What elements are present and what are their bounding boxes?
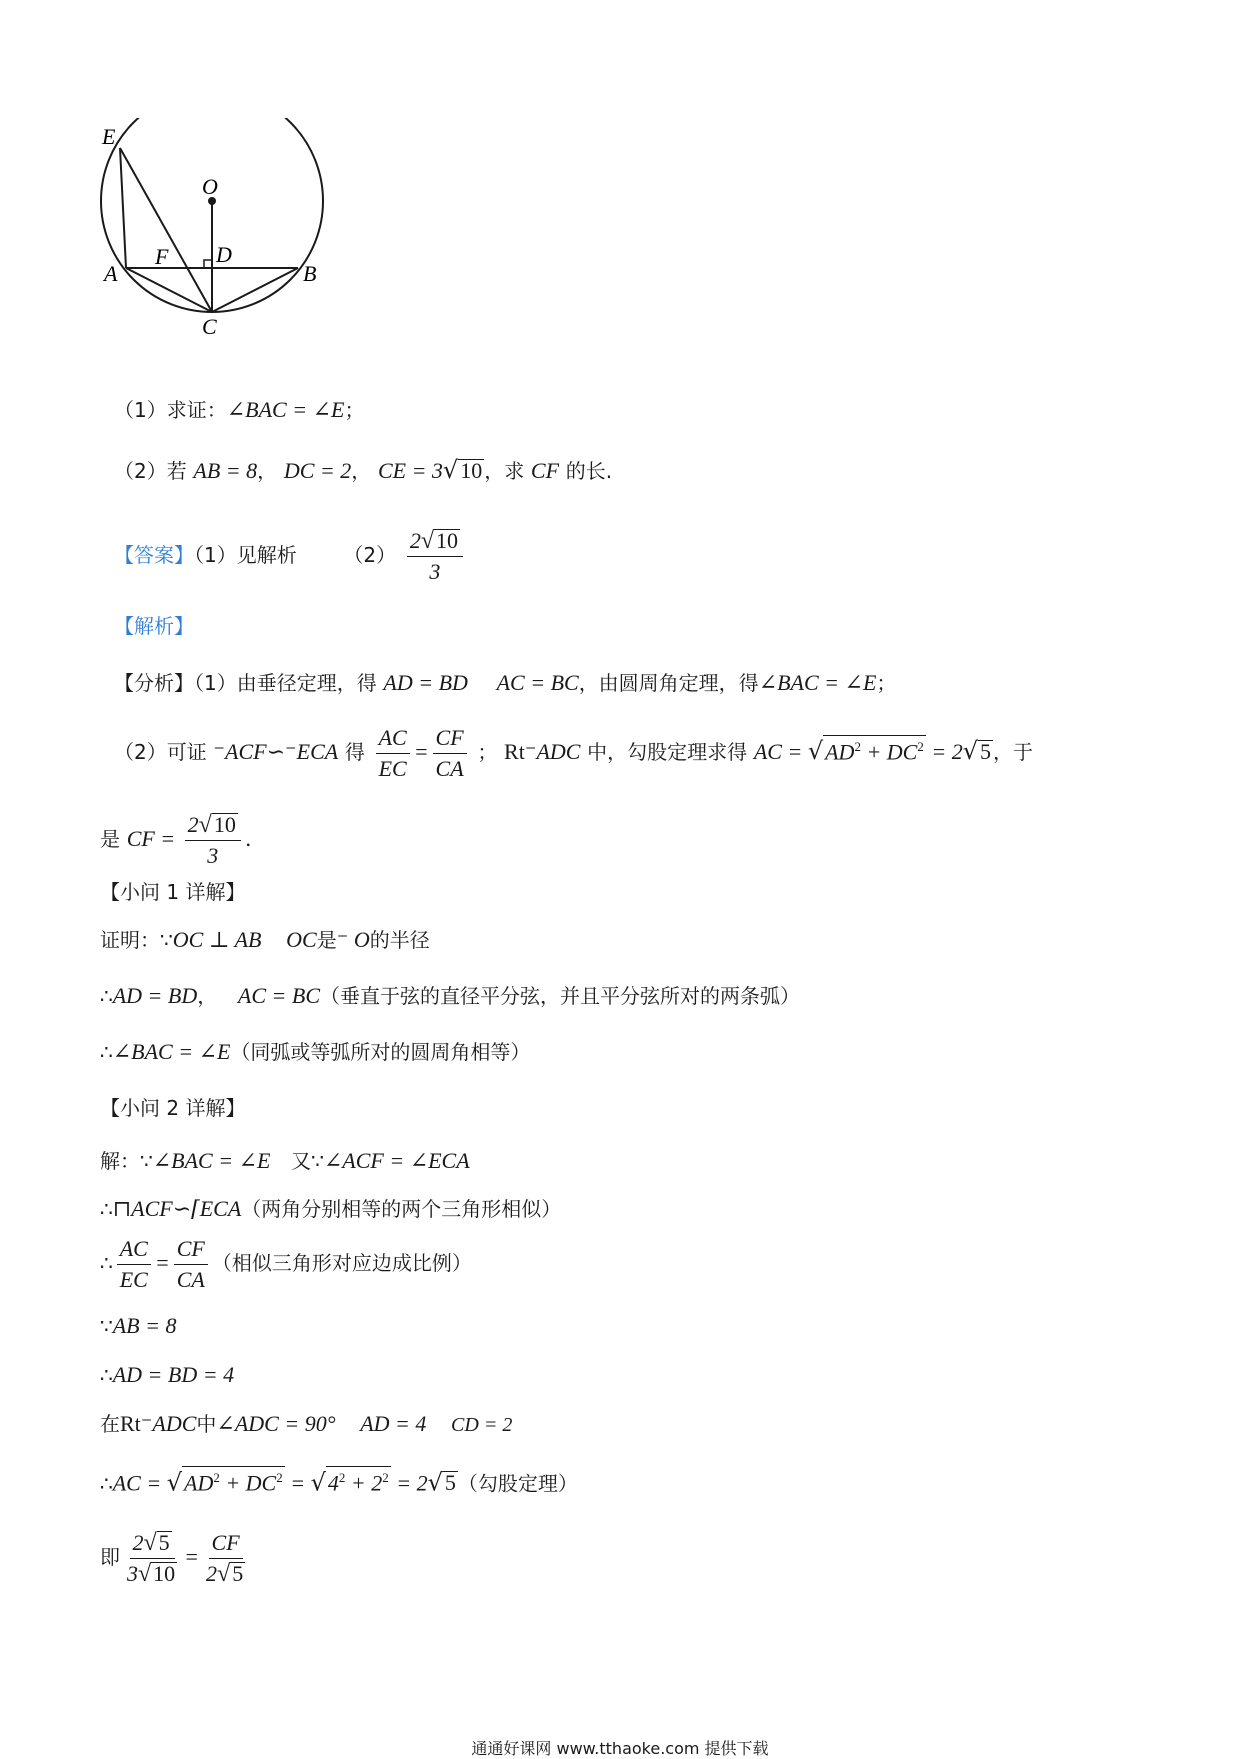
answer-fraction: $\frac{2√10}{3}$ xyxy=(407,528,463,585)
sub1-line-2: ∴AD = BD， AC = BC（垂直于弦的直径平分弦，并且平分弦所对的两条弧） xyxy=(100,983,800,1008)
label-d: D xyxy=(216,242,232,267)
sub2-line-6: 在Rt⁻ADC中∠ADC = 90° AD = 4 CD = 2 xyxy=(100,1411,513,1436)
question-2: （2）若 AB = 8， DC = 2， CE = 3√10 ，求 CF 的长. xyxy=(114,456,613,484)
footer-watermark: 通通好课网 www.tthaoke.com 提供下载 xyxy=(471,1739,769,1758)
sub2-line-4: ∵AB = 8 xyxy=(100,1313,177,1338)
label-e: E xyxy=(102,124,116,149)
analysis-line-2: （2）可证 ⁻ACF∽⁻ECA 得 $\frac{AC}{EC}$ = $\frac{CF}{CA}$ ； Rt⁻ADC 中，勾股定理求得 AC = $√AD^2 + DC^2 = 2√5$ ，于 xyxy=(114,725,1034,781)
sub2-line-7: ∴AC = $√AD^2 + DC^2 = √4^2 + 2^2 = 2√5$ （勾股定理） xyxy=(100,1466,578,1498)
label-o: O xyxy=(202,174,218,199)
label-f: F xyxy=(155,244,169,269)
sub1-line-1: 证明：∵OC ⊥ AB OC是⁻ O的半径 xyxy=(100,927,430,952)
right-angle-mark xyxy=(204,260,212,268)
label-a: A xyxy=(104,261,118,286)
sub2-line-1: 解：∵∠BAC = ∠E 又∵∠ACF = ∠ECA xyxy=(100,1148,470,1173)
circle-figure xyxy=(100,118,380,388)
analysis-line-3: 是 CF = $\frac{2√10}{3}$ . xyxy=(100,812,252,868)
sub2-line-2: ∴⊓ACF∽⌈ECA（两角分别相等的两个三角形相似） xyxy=(100,1196,562,1221)
sub1-line-3: ∴∠BAC = ∠E（同弧或等弧所对的圆周角相等） xyxy=(100,1039,531,1064)
label-c: C xyxy=(202,314,217,339)
segment-ae xyxy=(120,148,126,268)
sub2-line-3: ∴ $\frac{AC}{EC}$ = $\frac{CF}{CA}$ （相似三角形对应边成比例） xyxy=(100,1236,472,1292)
analysis-line-1: 【分析】（1）由垂径定理，得 AD = BD AC = BC，由圆周角定理，得∠BAC = ∠E； xyxy=(114,670,897,695)
analysis-tag: 【解析】 xyxy=(114,614,194,638)
answer-line: 【答案】（1）见解析 （2） $\frac{2√10}{3}$ xyxy=(114,528,467,585)
sub2-tag: 【小问 2 详解】 xyxy=(100,1096,246,1120)
sub1-tag: 【小问 1 详解】 xyxy=(100,880,246,904)
sub2-line-5: ∴AD = BD = 4 xyxy=(100,1362,235,1387)
question-1: （1）求证：∠BAC = ∠E； xyxy=(114,397,365,422)
label-b: B xyxy=(303,261,317,286)
segment-bc xyxy=(212,268,298,312)
sub2-line-8: 即 $\frac{2√5}{3√10}$ = $\frac{CF}{2√5}$ xyxy=(100,1530,244,1587)
